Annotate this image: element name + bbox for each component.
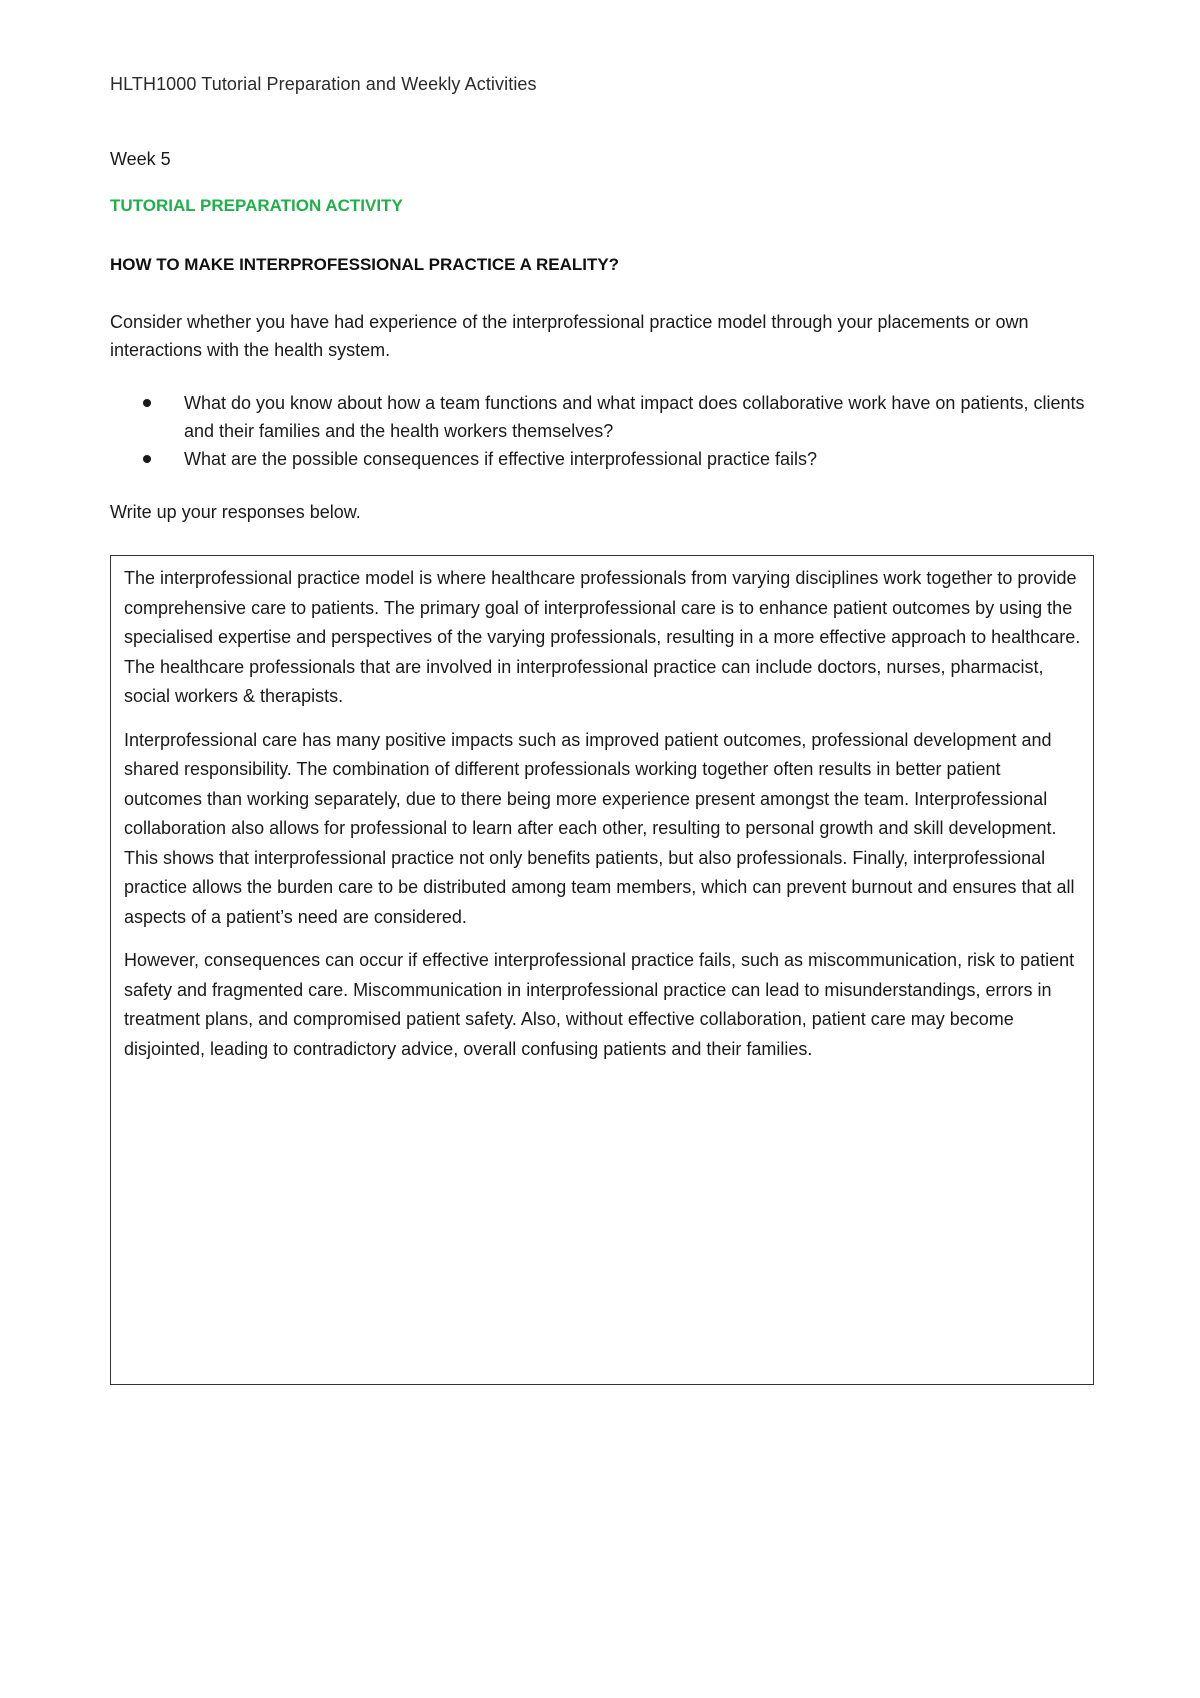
response-box[interactable]	[110, 555, 1094, 1385]
write-up-instruction: Write up your responses below.	[110, 502, 361, 522]
document-header: HLTH1000 Tutorial Preparation and Weekly Activities	[110, 74, 537, 94]
question-heading: HOW TO MAKE INTERPROFESSIONAL PRACTICE A REALITY?	[110, 255, 620, 274]
bullet-item	[110, 389, 1100, 445]
week-label: Week 5	[110, 149, 171, 169]
bullet-text: What do you know about how a team functions and what impact does collaborative work have on patients, clients and their families and the health workers themselves?	[184, 393, 1085, 441]
bullet-text: What are the possible consequences if effective interprofessional practice fails?	[184, 449, 818, 469]
response-paragraph: Interprofessional care has many positive impacts such as improved patient outcomes, professional development and shared responsibility. The combination of different professionals working together often results in better patient outcomes than working separately, due to there being more experience present amongst the team. Interprofessional collaboration also allows for professional to learn after each other, resulting to personal growth and skill development. This shows that interprofessional practice not only benefits patients, but also professionals. Finally, interprofessional practice allows the burden care to be distributed among team members, which can prevent burnout and ensures that all aspects of a patient’s need are considered.	[124, 729, 1075, 927]
bullet-icon	[143, 455, 151, 463]
intro-paragraph: Consider whether you have had experience of the interprofessional practice model through your placements or own interactions with the health system.	[110, 312, 1029, 360]
response-paragraph: The interprofessional practice model is where healthcare professionals from varying disciplines work together to provide comprehensive care to patients. The primary goal of interprofessional care is to enhance patient outcomes by using the specialised expertise and perspectives of the varying professionals, resulting in a more effective approach to healthcare. The healthcare professionals that are involved in interprofessional practice can include doctors, nurses, pharmacist, social workers & therapists.	[124, 568, 1081, 706]
bullet-item	[110, 445, 1100, 473]
activity-heading: TUTORIAL PREPARATION ACTIVITY	[110, 196, 403, 215]
response-paragraph: However, consequences can occur if effective interprofessional practice fails, such as miscommunication, risk to patient safety and fragmented care. Miscommunication in interprofessional practice can lead to misunderstandings, errors in treatment plans, and compromised patient safety. Also, without effective collaboration, patient care may become disjointed, leading to contradictory advice, overall confusing patients and their families.	[124, 950, 1075, 1059]
question-bullet-list	[110, 389, 1100, 473]
bullet-icon	[143, 399, 151, 407]
